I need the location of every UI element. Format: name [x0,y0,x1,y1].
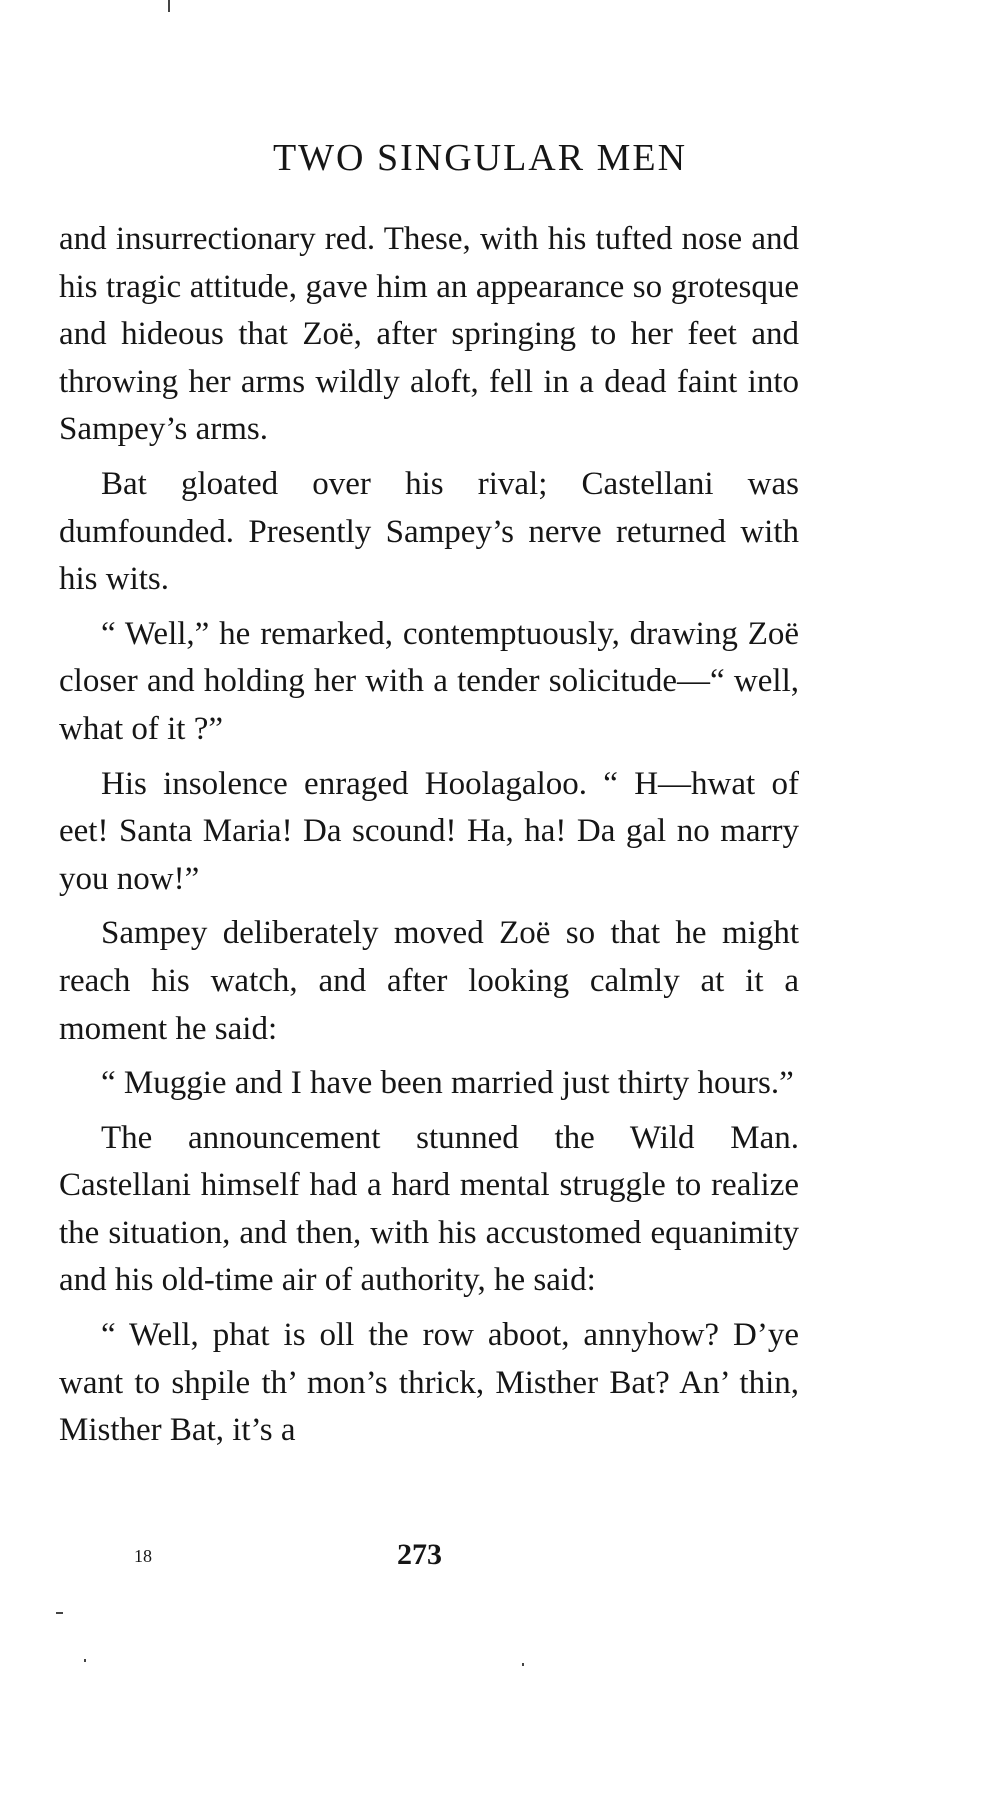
paragraph-1: and insurrectionary red. These, with his tufted nose and his tragic attitude, gave him an appearance so grotesque and hideous that Zoë, after springing to her feet and throwing her arms wildly aloft, fell in a dead faint into Sampey’s arms. [59,221,799,448]
paragraph-3: “ Well,” he remarked, contemptuously, drawing Zoë closer and holding her with a tender solicitude—“ well, what of it ?” [59,615,799,747]
scan-mark-top [168,0,170,12]
paragraph-8: “ Well, phat is oll the row aboot, annyhow? D’ye want to shpile th’ mon’s thrick, Misther Bat? An’ thin, Misther Bat, it’s a [59,1317,799,1449]
paragraph-2: Bat gloated over his rival; Castellani was dumfounded. Presently Sampey’s nerve returned with his wits. [59,465,799,598]
page-footer [0,1538,1000,1578]
scan-speck-3 [522,1663,524,1666]
paragraph-7: The announcement stunned the Wild Man. Castellani himself had a hard mental struggle to realize the situation, and then, with his accustomed equanimity and his old-time air of authority, he said: [59,1119,799,1299]
signature-mark: 18 [134,1546,152,1566]
paragraph-6: “ Muggie and I have been married just thirty hours.” [101,1065,794,1102]
page-body-text [59,216,799,1462]
scan-speck-2 [84,1659,86,1662]
paragraph-4: His insolence enraged Hoolagaloo. “ H—hwat of eet! Santa Maria! Da scound! Ha, ha! Da gal no marry you now!” [59,765,799,897]
paragraph-5: Sampey deliberately moved Zoë so that he might reach his watch, and after looking calmly at it a moment he said: [59,915,799,1047]
scan-speck-1 [56,1612,63,1614]
running-header: TWO SINGULAR MEN [272,137,688,179]
page-number: 273 [397,1538,442,1571]
